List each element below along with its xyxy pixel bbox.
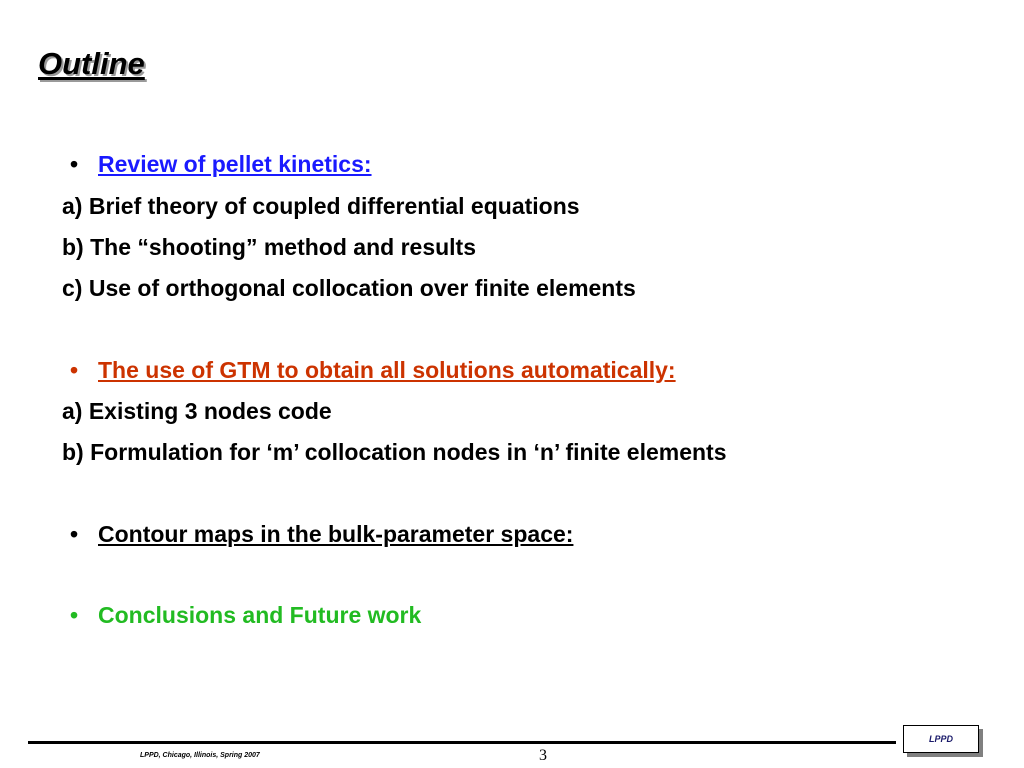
section-heading: Contour maps in the bulk-parameter space:	[98, 521, 574, 547]
section-review-pellet-kinetics	[70, 150, 372, 178]
section-heading: The use of GTM to obtain all solutions automatically:	[98, 357, 676, 383]
slide-title: Outline	[38, 46, 145, 81]
bullet-icon: •	[70, 357, 79, 383]
footer-credit: LPPD, Chicago, Illinois, Spring 2007	[140, 752, 260, 759]
outline-item: a) Existing 3 nodes code	[62, 398, 332, 424]
bullet-icon: •	[70, 151, 79, 177]
lppd-logo	[903, 725, 979, 753]
footer-divider	[28, 741, 896, 744]
bullet-icon: •	[70, 602, 79, 628]
bullet-icon: •	[70, 521, 79, 547]
section-gtm-solutions	[70, 356, 676, 384]
section-contour-maps	[70, 520, 573, 548]
section-heading: Review of pellet kinetics:	[98, 151, 372, 177]
logo-text: LPPD	[928, 734, 953, 744]
section-heading: Conclusions and Future work	[98, 602, 422, 628]
outline-item: a) Brief theory of coupled differential equations	[62, 193, 580, 219]
section-conclusions	[70, 601, 421, 629]
outline-item: b) Formulation for ‘m’ collocation nodes in ‘n’ finite elements	[62, 439, 727, 465]
outline-item: c) Use of orthogonal collocation over finite elements	[62, 275, 636, 301]
outline-item: b) The “shooting” method and results	[62, 234, 476, 260]
page-number: 3	[539, 747, 547, 764]
